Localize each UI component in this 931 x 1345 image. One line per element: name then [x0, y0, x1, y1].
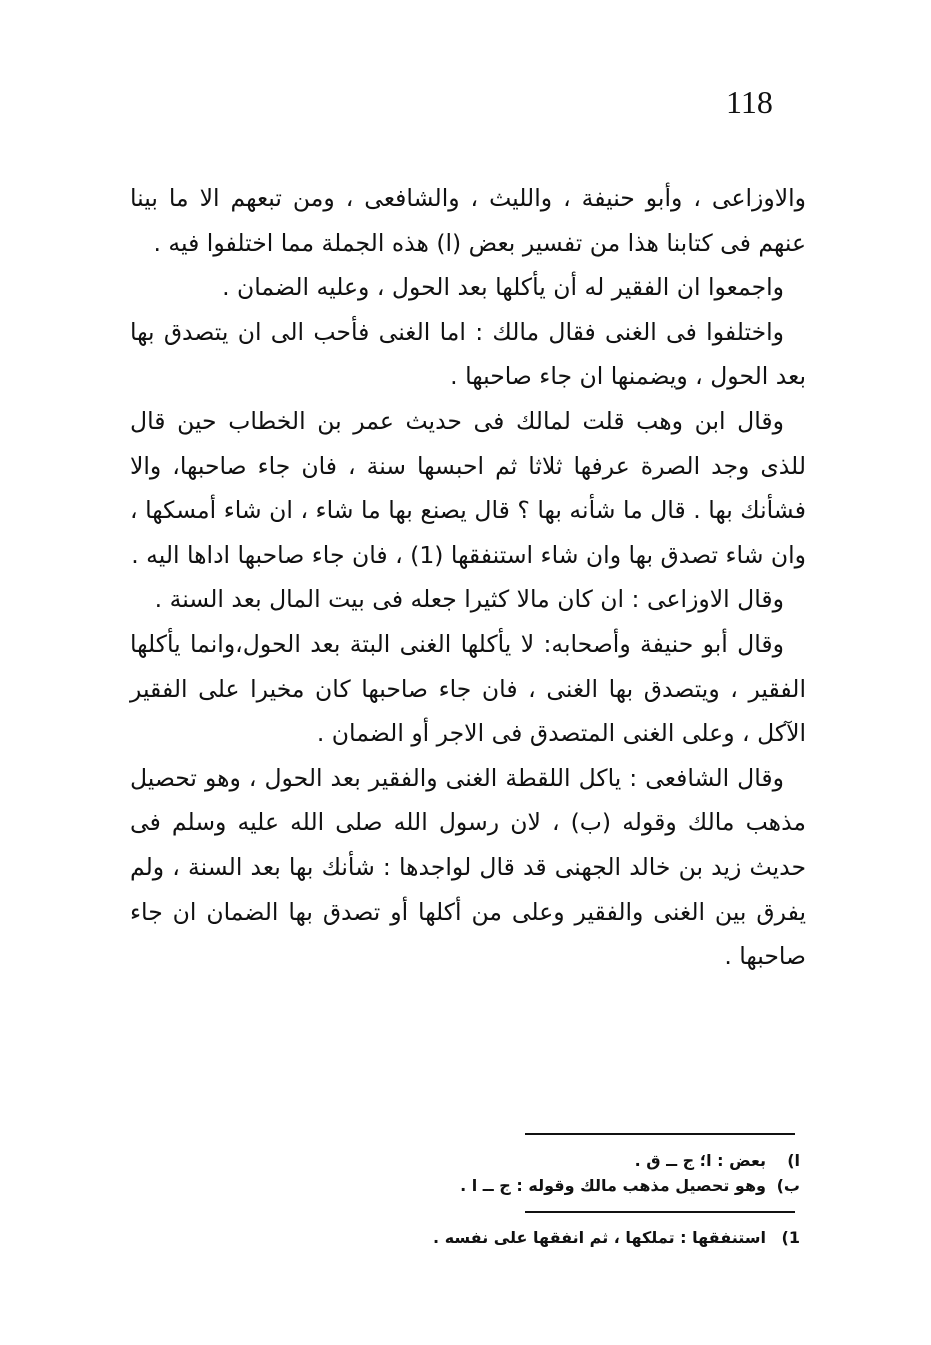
paragraph-4: وقال ابن وهب قلت لمالك فى حديث عمر بن الخطاب حين قال للذى وجد الصرة عرفها ثلاثا ثم احبسها سنة ، فان جاء صاحبها، والا فشأنك بها . قال ما شأنه بها ؟ قال يصنع بها ما شاء ، ان شاء أمسكها ، وان شاء تصدق بها وان شاء استنفقها (1) ، فان جاء صاحبها اداها اليه .: [130, 406, 806, 569]
footnote-text: بعض : ا؛ ج ــ ق .: [634, 1151, 766, 1170]
footnote-divider-numeric: [525, 1211, 795, 1213]
paragraph-5: وقال الاوزاعى : ان كان مالا كثيرا جعله فى بيت المال بعد السنة .: [154, 585, 784, 614]
paragraph-3: واختلفوا فى الغنى فقال مالك : اما الغنى فأحب الى ان يتصدق بها بعد الحول ، ويضمنها ان جاء صاحبها .: [130, 317, 806, 391]
footnote-marker: ا): [787, 1151, 800, 1170]
paragraph-7: وقال الشافعى : ياكل اللقطة الغنى والفقير بعد الحول ، وهو تحصيل مذهب مالك وقوله (ب) ، لان رسول الله صلى الله عليه وسلم فى حديث زيد بن خالد الجهنى قد قال لواجدها : شأنك بها بعد السنة ، ولم يفرق بين الغنى والفقير وعلى من أكلها أو تصدق بها الضمان ان جاء صاحبها .: [130, 763, 806, 971]
main-text: [130, 176, 806, 979]
footnote-marker: ب): [776, 1176, 800, 1195]
footnotes-edition: [300, 1148, 800, 1198]
footnote-item: [300, 1225, 800, 1250]
footnote-text: استنفقها : تملكها ، ثم انفقها على نفسه .: [433, 1228, 766, 1247]
paragraph-2: واجمعوا ان الفقير له أن يأكلها بعد الحول ، وعليه الضمان .: [222, 273, 784, 302]
page-number: 118: [726, 84, 773, 120]
footnote-item: [300, 1148, 800, 1173]
footnote-item: [300, 1173, 800, 1198]
footnote-divider-edition: [525, 1133, 795, 1135]
footnotes-numeric: [300, 1225, 800, 1250]
paragraph-1: والاوزاعى ، وأبو حنيفة ، والليث ، والشافعى ، ومن تبعهم الا ما بينا عنهم فى كتابنا هذا من تفسير بعض (ا) هذه الجملة مما اختلفوا فيه .: [130, 184, 806, 257]
footnote-text: وهو تحصيل مذهب مالك وقوله : ج ــ ا .: [460, 1176, 766, 1195]
paragraph-6: وقال أبو حنيفة وأصحابه: لا يأكلها الغنى البتة بعد الحول،وانما يأكلها الفقير ، ويتصدق بها الغنى ، فان جاء صاحبها كان مخيرا على الفقير الآكل ، وعلى الغنى المتصدق فى الاجر أو الضمان .: [130, 629, 806, 748]
footnote-marker: 1): [781, 1228, 800, 1247]
